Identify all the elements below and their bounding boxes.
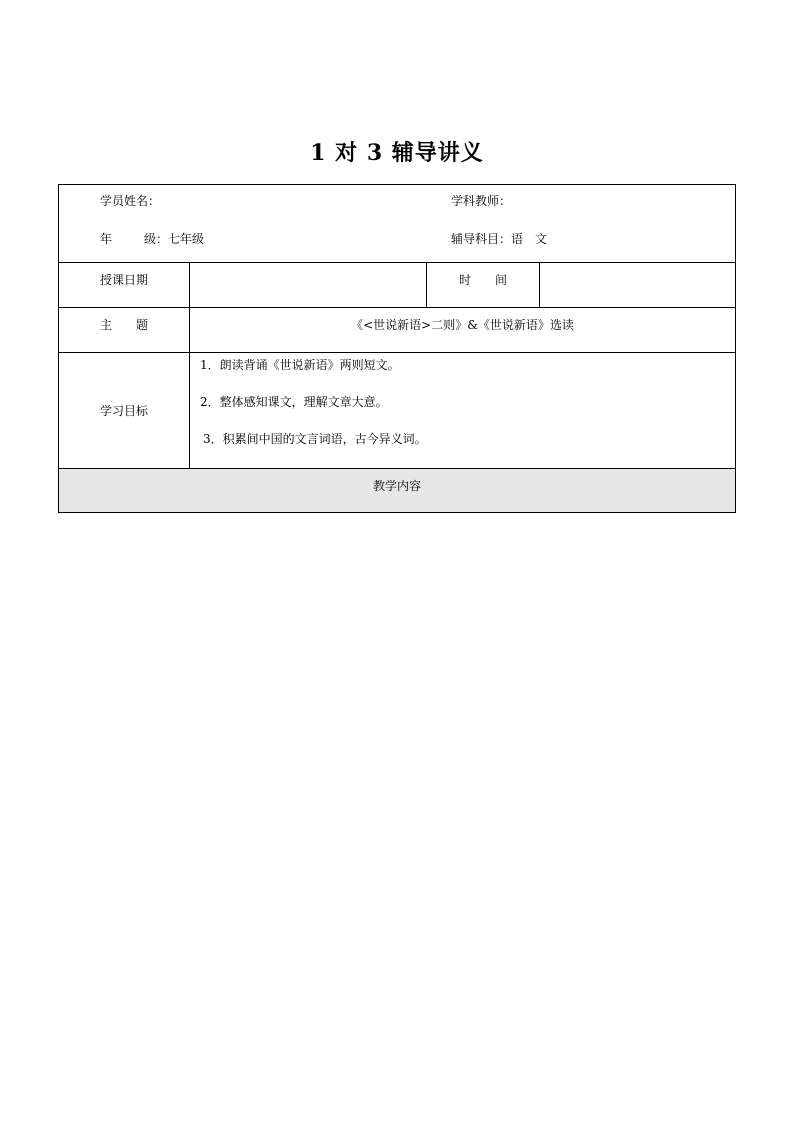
goal-item: 1．朗读背诵《世说新语》两则短文。 xyxy=(200,358,400,372)
goal-item: 3．积累间中国的文言词语，古今异义词。 xyxy=(203,432,427,446)
teacher-label: 学科教师： xyxy=(451,194,512,208)
schedule-row xyxy=(59,263,736,308)
topic-label: 主 题 xyxy=(59,308,190,353)
topic-value: 《<世说新语>二则》&《世说新语》选读 xyxy=(190,308,736,353)
content-row xyxy=(59,469,736,513)
lesson-info-table xyxy=(58,184,736,513)
topic-row xyxy=(59,308,736,353)
student-info-row xyxy=(59,185,736,263)
page-title: 1 对 3 辅导讲义 xyxy=(310,140,484,166)
subject-label: 辅导科目：语 文 xyxy=(451,232,548,246)
student-name-label: 学员姓名： xyxy=(100,194,161,208)
goals-label: 学习目标 xyxy=(59,353,190,469)
date-value[interactable] xyxy=(190,263,427,308)
grade-label-start: 年 xyxy=(100,232,113,246)
date-label: 授课日期 xyxy=(59,263,190,308)
goals-row xyxy=(59,353,736,469)
grade-label-value: 级：七年级 xyxy=(144,232,205,246)
content-heading: 教学内容 xyxy=(59,469,736,513)
goal-item: 2．整体感知课文，理解文章大意。 xyxy=(200,395,388,409)
student-info-cell xyxy=(59,185,736,263)
goals-list xyxy=(190,353,736,469)
time-value[interactable] xyxy=(540,263,736,308)
time-label: 时 间 xyxy=(427,263,540,308)
